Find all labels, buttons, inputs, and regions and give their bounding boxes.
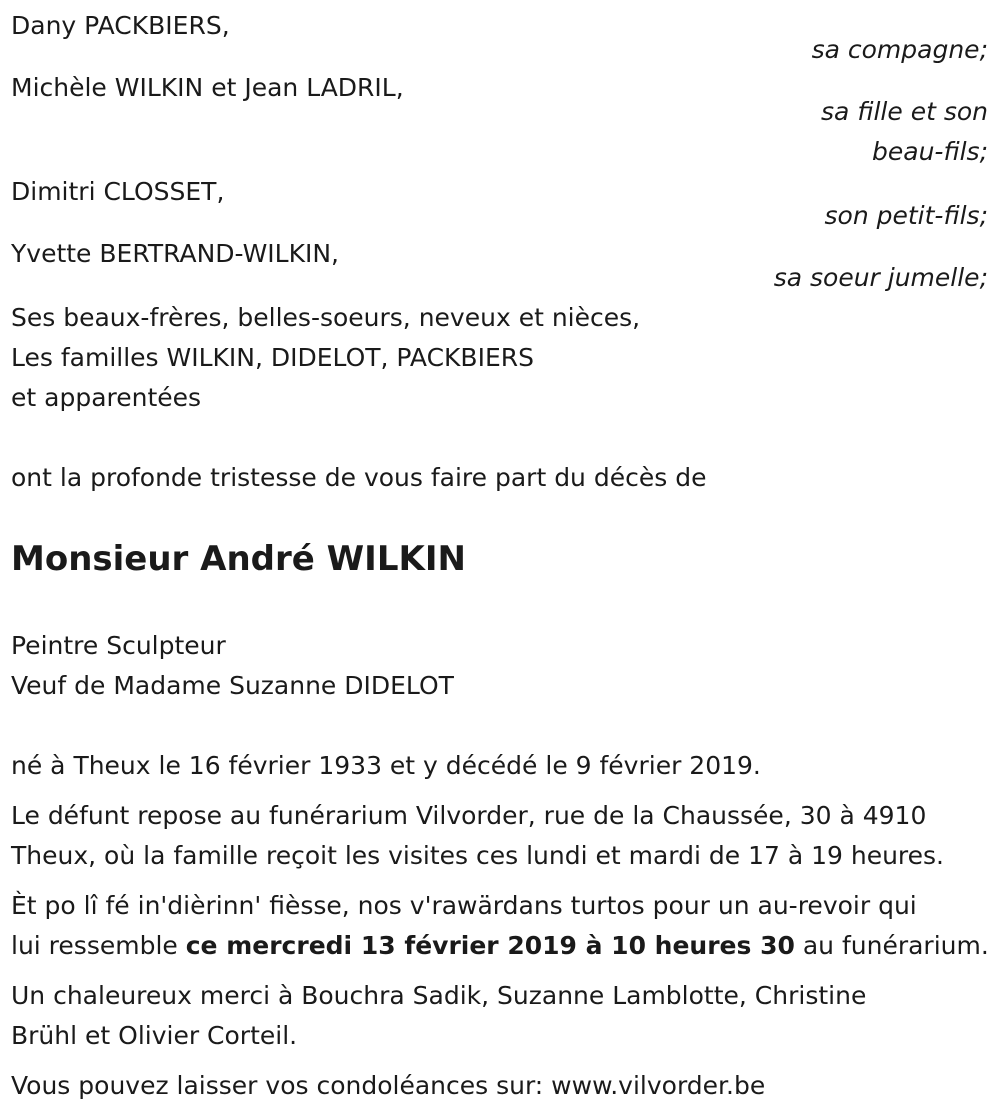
ceremony-line-2 bbox=[11, 926, 989, 966]
extended-family-line-3: et apparentées bbox=[11, 383, 202, 412]
announcement-text: ont la profonde tristesse de vous faire part du décès de bbox=[11, 463, 707, 492]
ceremony-suffix: au funérarium. bbox=[794, 931, 989, 960]
family-name-3: Dimitri CLOSSET, bbox=[11, 177, 225, 206]
birth-death-dates: né à Theux le 16 février 1933 et y décédé le 9 février 2019. bbox=[11, 751, 761, 780]
family-relation-2-line-1: sa fille et son bbox=[821, 97, 988, 126]
ceremony-line-1: Èt po lî fé in'dièrinn' fièsse, nos v'rawärdans turtos pour un au-revoir qui bbox=[11, 891, 917, 920]
family-relation-3: son petit-fils; bbox=[824, 201, 988, 230]
deceased-profession: Peintre Sculpteur bbox=[11, 631, 226, 660]
thanks-line-1: Un chaleureux merci à Bouchra Sadik, Suzanne Lamblotte, Christine bbox=[11, 981, 867, 1010]
ceremony-prefix: lui ressemble bbox=[11, 931, 186, 960]
thanks-line-2: Brühl et Olivier Corteil. bbox=[11, 1021, 298, 1050]
deceased-widower: Veuf de Madame Suzanne DIDELOT bbox=[11, 671, 454, 700]
extended-family-line-1: Ses beaux-frères, belles-soeurs, neveux et nièces, bbox=[11, 303, 641, 332]
family-relation-1: sa compagne; bbox=[811, 35, 988, 64]
ceremony-datetime: ce mercredi 13 février 2019 à 10 heures 30 bbox=[185, 931, 795, 960]
condolences-text: Vous pouvez laisser vos condoléances sur: www.vilvorder.be bbox=[11, 1071, 766, 1100]
family-name-1: Dany PACKBIERS, bbox=[11, 11, 230, 40]
repose-line-2: Theux, où la famille reçoit les visites ces lundi et mardi de 17 à 19 heures. bbox=[11, 841, 945, 870]
family-name-2: Michèle WILKIN et Jean LADRIL, bbox=[11, 73, 404, 102]
family-name-4: Yvette BERTRAND-WILKIN, bbox=[11, 239, 340, 268]
family-relation-4: sa soeur jumelle; bbox=[773, 263, 988, 292]
extended-family-line-2: Les familles WILKIN, DIDELOT, PACKBIERS bbox=[11, 343, 534, 372]
repose-line-1: Le défunt repose au funérarium Vilvorder, rue de la Chaussée, 30 à 4910 bbox=[11, 801, 927, 830]
family-relation-2-line-2: beau-fils; bbox=[872, 137, 988, 166]
deceased-name: Monsieur André WILKIN bbox=[11, 539, 466, 579]
